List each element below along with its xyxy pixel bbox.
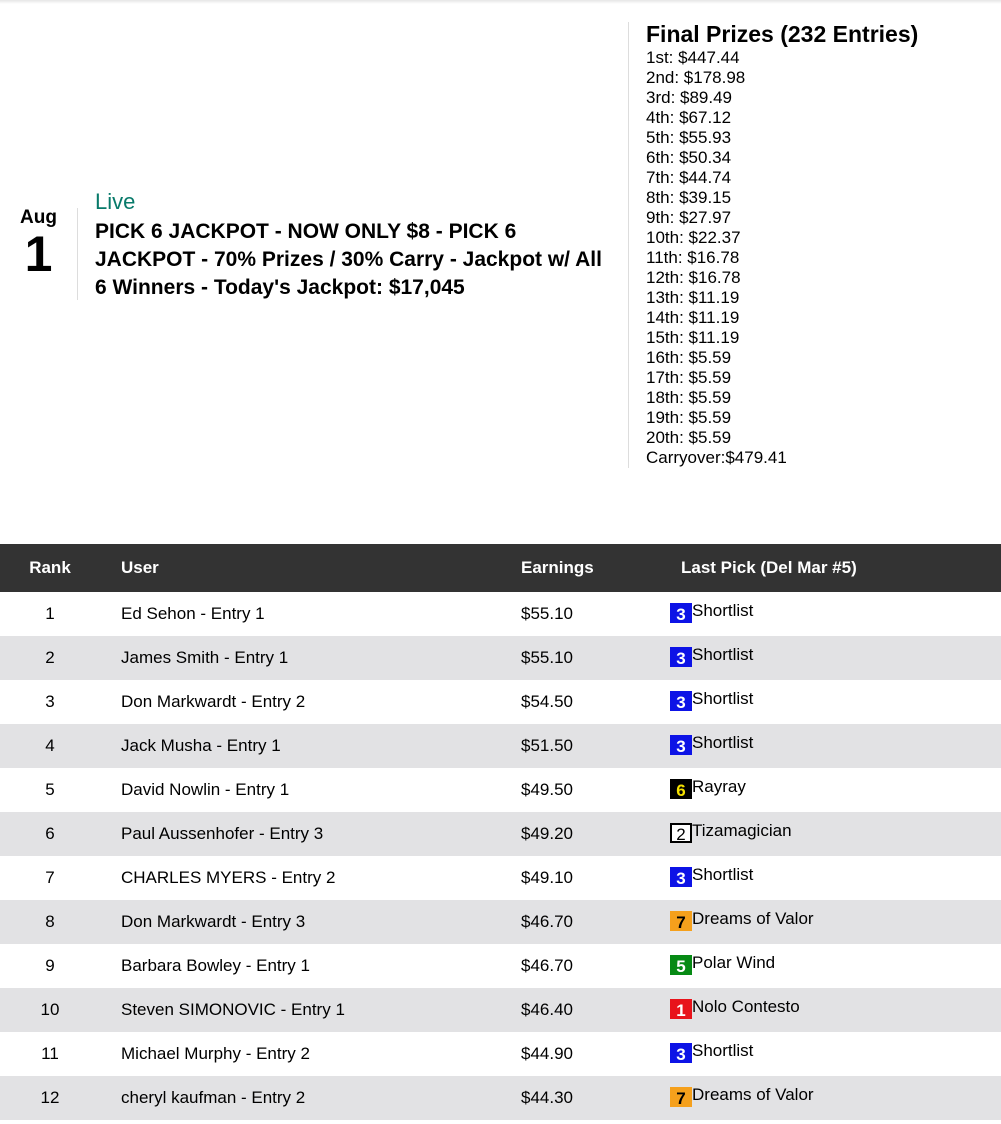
earnings-cell: $54.50: [521, 692, 573, 711]
horse-name: Shortlist: [692, 732, 754, 752]
pick-wrap: [670, 600, 753, 623]
earnings-cell: $49.20: [521, 824, 573, 843]
post-position-badge: 2: [670, 823, 692, 843]
user-cell[interactable]: Don Markwardt - Entry 3: [121, 912, 306, 931]
rank-cell: 11: [41, 1044, 59, 1063]
rank-cell: 8: [45, 912, 55, 931]
last-pick-cell: [660, 1032, 1001, 1076]
pick-wrap: [670, 1040, 753, 1063]
prize-line: 6th: $50.34: [646, 148, 732, 167]
horse-name: Polar Wind: [692, 952, 776, 972]
post-position-badge: 7: [670, 1087, 692, 1107]
leaderboard-table: [0, 544, 1001, 1120]
horse-name: Shortlist: [692, 644, 754, 664]
post-position-badge: 3: [670, 647, 692, 667]
last-pick-cell: [660, 636, 1001, 680]
user-cell[interactable]: Michael Murphy - Entry 2: [121, 1044, 310, 1063]
earnings-cell: $49.10: [521, 868, 573, 887]
prize-line: 5th: $55.93: [646, 128, 732, 147]
earnings-cell: $44.30: [521, 1088, 573, 1107]
horse-name: Rayray: [692, 776, 746, 796]
prize-line: 18th: $5.59: [646, 388, 732, 407]
pick-wrap: [670, 688, 753, 711]
user-cell[interactable]: Paul Aussenhofer - Entry 3: [121, 824, 324, 843]
rank-cell: 1: [45, 604, 55, 623]
user-cell[interactable]: David Nowlin - Entry 1: [121, 780, 290, 799]
prize-line: 11th: $16.78: [646, 248, 740, 267]
table-row[interactable]: [0, 1032, 1001, 1076]
prize-list: [646, 48, 988, 468]
pick-wrap: [670, 820, 792, 843]
top-shadow: [0, 0, 1001, 4]
earnings-cell: $55.10: [521, 648, 573, 667]
table-row[interactable]: [0, 856, 1001, 900]
post-position-badge: 3: [670, 735, 692, 755]
prizes-title: Final Prizes (232 Entries): [646, 21, 919, 47]
prize-line: 8th: $39.15: [646, 188, 732, 207]
pick-wrap: [670, 864, 753, 887]
header-last-pick[interactable]: Last Pick (Del Mar #5): [681, 558, 857, 577]
post-position-badge: 3: [670, 1043, 692, 1063]
table-row[interactable]: [0, 988, 1001, 1032]
last-pick-cell: [660, 812, 1001, 856]
table-row[interactable]: [0, 900, 1001, 944]
leaderboard-body: [0, 592, 1001, 1120]
rank-cell: 12: [40, 1088, 60, 1107]
user-cell[interactable]: Ed Sehon - Entry 1: [121, 604, 265, 623]
user-cell[interactable]: cheryl kaufman - Entry 2: [121, 1088, 306, 1107]
post-position-badge: 3: [670, 867, 692, 887]
prize-line: 7th: $44.74: [646, 168, 732, 187]
prize-line: 13th: $11.19: [646, 288, 740, 307]
prize-line: Carryover:$479.41: [646, 448, 787, 467]
earnings-cell: $46.40: [521, 1000, 573, 1019]
horse-name: Dreams of Valor: [692, 1084, 814, 1104]
horse-name: Shortlist: [692, 600, 754, 620]
prize-line: 1st: $447.44: [646, 48, 740, 67]
post-position-badge: 3: [670, 691, 692, 711]
pick-wrap: [670, 776, 746, 799]
rank-cell: 2: [45, 648, 55, 667]
prize-line: 20th: $5.59: [646, 428, 732, 447]
user-cell[interactable]: Don Markwardt - Entry 2: [121, 692, 306, 711]
horse-name: Dreams of Valor: [692, 908, 814, 928]
prize-line: 4th: $67.12: [646, 108, 732, 127]
prize-line: 14th: $11.19: [646, 308, 740, 327]
earnings-cell: $44.90: [521, 1044, 573, 1063]
pick-wrap: [670, 732, 753, 755]
table-row[interactable]: [0, 680, 1001, 724]
table-row[interactable]: [0, 812, 1001, 856]
table-row[interactable]: [0, 768, 1001, 812]
table-row[interactable]: [0, 1076, 1001, 1120]
table-row[interactable]: [0, 944, 1001, 988]
prize-line: 16th: $5.59: [646, 348, 732, 367]
user-cell[interactable]: Steven SIMONOVIC - Entry 1: [121, 1000, 345, 1019]
header-user[interactable]: User: [121, 558, 159, 577]
earnings-cell: $49.50: [521, 780, 573, 799]
earnings-cell: $46.70: [521, 912, 573, 931]
date-day: 1: [24, 226, 53, 282]
horse-name: Nolo Contesto: [692, 996, 800, 1016]
earnings-cell: $55.10: [521, 604, 573, 623]
user-cell[interactable]: CHARLES MYERS - Entry 2: [121, 868, 336, 887]
horse-name: Shortlist: [692, 688, 754, 708]
event-card: [0, 190, 625, 300]
rank-cell: 6: [45, 824, 55, 843]
final-prizes: [628, 22, 988, 468]
pick-wrap: [670, 952, 775, 975]
last-pick-cell: [660, 900, 1001, 944]
pick-wrap: [670, 908, 814, 931]
table-row[interactable]: [0, 592, 1001, 636]
rank-cell: 4: [45, 736, 55, 755]
last-pick-cell: [660, 680, 1001, 724]
user-cell[interactable]: James Smith - Entry 1: [121, 648, 289, 667]
horse-name: Shortlist: [692, 864, 754, 884]
table-row[interactable]: [0, 636, 1001, 680]
event-date: [0, 208, 78, 300]
last-pick-cell: [660, 988, 1001, 1032]
post-position-badge: 3: [670, 603, 692, 623]
last-pick-cell: [660, 1076, 1001, 1120]
user-cell[interactable]: Barbara Bowley - Entry 1: [121, 956, 310, 975]
prize-line: 2nd: $178.98: [646, 68, 746, 87]
table-header-row: [0, 544, 1001, 592]
prize-line: 19th: $5.59: [646, 408, 732, 427]
post-position-badge: 5: [670, 955, 692, 975]
rank-cell: 7: [45, 868, 55, 887]
last-pick-cell: [660, 944, 1001, 988]
rank-cell: 3: [45, 692, 55, 711]
post-position-badge: 1: [670, 999, 692, 1019]
rank-cell: 9: [45, 956, 55, 975]
last-pick-cell: [660, 724, 1001, 768]
prize-line: 12th: $16.78: [646, 268, 741, 287]
last-pick-cell: [660, 768, 1001, 812]
last-pick-cell: [660, 592, 1001, 636]
user-cell[interactable]: Jack Musha - Entry 1: [121, 736, 281, 755]
table-row[interactable]: [0, 724, 1001, 768]
prize-line: 17th: $5.59: [646, 368, 732, 387]
rank-cell: 5: [45, 780, 55, 799]
header-rank[interactable]: Rank: [29, 558, 71, 577]
pick-wrap: [670, 1084, 814, 1107]
prize-line: 9th: $27.97: [646, 208, 732, 227]
horse-name: Tizamagician: [692, 820, 792, 840]
horse-name: Shortlist: [692, 1040, 754, 1060]
earnings-cell: $46.70: [521, 956, 573, 975]
rank-cell: 10: [40, 1000, 60, 1019]
pick-wrap: [670, 996, 800, 1019]
post-position-badge: 6: [670, 779, 692, 799]
earnings-cell: $51.50: [521, 736, 573, 755]
event-status: Live: [95, 189, 136, 214]
header-earnings[interactable]: Earnings: [521, 558, 594, 577]
last-pick-cell: [660, 856, 1001, 900]
event-title[interactable]: PICK 6 JACKPOT - NOW ONLY $8 - PICK 6 JACKPOT - 70% Prizes / 30% Carry - Jackpot w/ All 6 Winners - Today's Jackpot: $17,045: [95, 220, 602, 299]
post-position-badge: 7: [670, 911, 692, 931]
prize-line: 10th: $22.37: [646, 228, 741, 247]
pick-wrap: [670, 644, 753, 667]
event-info: [95, 190, 615, 302]
prize-line: 3rd: $89.49: [646, 88, 733, 107]
prize-line: 15th: $11.19: [646, 328, 740, 347]
date-month: Aug: [20, 207, 57, 228]
